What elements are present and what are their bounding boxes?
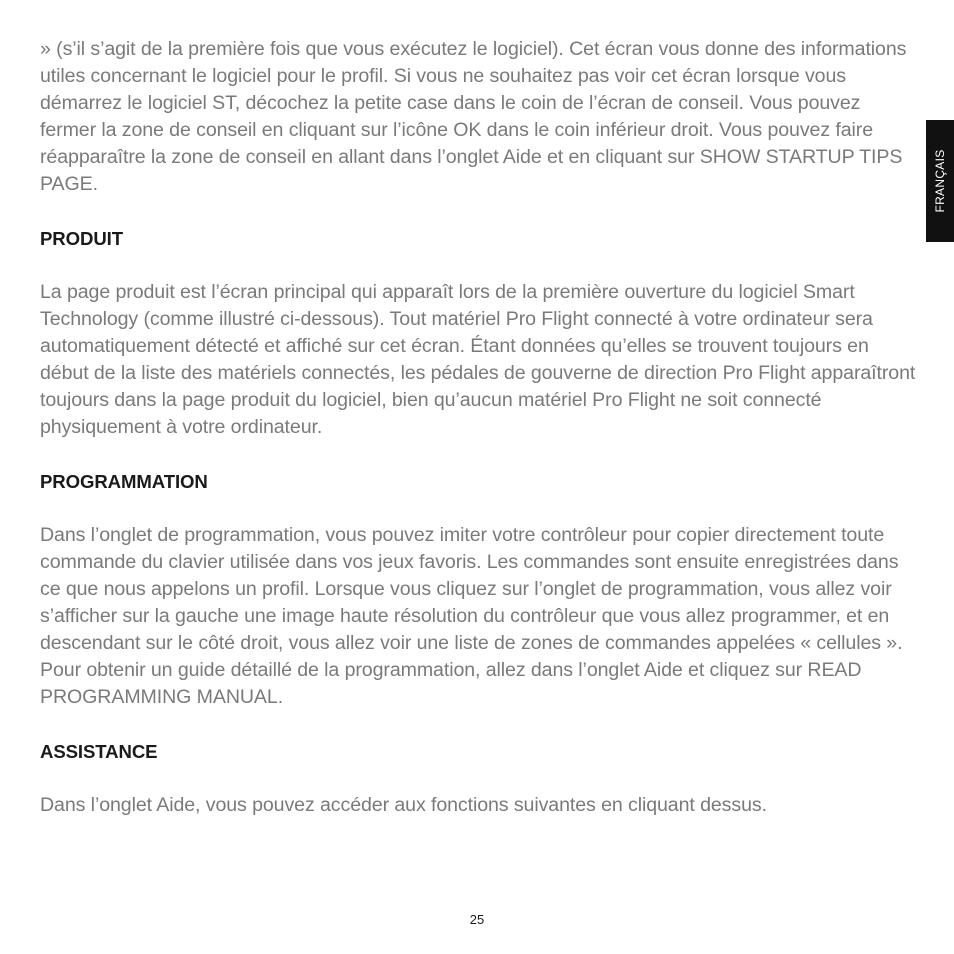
assistance-paragraph: Dans l’onglet Aide, vous pouvez accéder aux fonctions suivantes en cliquant dessus. <box>40 794 767 816</box>
heading-assistance: ASSISTANCE <box>40 741 158 762</box>
heading-produit: PRODUIT <box>40 228 123 249</box>
heading-programmation: PROGRAMMATION <box>40 471 208 492</box>
language-tab-label: FRANÇAIS <box>933 149 947 213</box>
spacer <box>40 252 920 279</box>
spacer <box>40 495 920 522</box>
programmation-paragraph: Dans l’onglet de programmation, vous pouvez imiter votre contrôleur pour copier directement toute commande du clavier utilisée dans vos jeux favoris. Les commandes sont ensuite enregistrées dans ce que nous appelons un profil. Lorsque vous cliquez sur l’onglet de programmation, vous allez voir s’afficher sur la gauche une image haute résolution du contrôleur que vous allez programmer, et en descendant sur le côté droit, vous allez voir une liste de zones de commandes appelées « cellules ». Pour obtenir un guide détaillé de la programmation, allez dans l’onglet Aide et cliquez sur READ PROGRAMMING MANUAL. <box>40 524 903 708</box>
page-number: 25 <box>469 912 485 927</box>
spacer <box>40 441 920 468</box>
intro-paragraph: » (s’il s’agit de la première fois que vous exécutez le logiciel). Cet écran vous donne des informations utiles concernant le logiciel pour le profil. Si vous ne souhaitez pas voir cet écran lorsque vous démarrez le logiciel ST, décochez la petite case dans le coin de l’écran de conseil. Vous pouvez fermer la zone de conseil en cliquant sur l’icône OK dans le coin inférieur droit. Vous pouvez faire réapparaître la zone de conseil en allant dans l’onglet Aide et en cliquant sur SHOW STARTUP TIPS PAGE. <box>40 38 907 195</box>
document-body <box>40 36 920 819</box>
produit-paragraph: La page produit est l’écran principal qui apparaît lors de la première ouverture du logiciel Smart Technology (comme illustré ci-dessous). Tout matériel Pro Flight connecté à votre ordinateur sera automatiquement détecté et affiché sur cet écran. Étant données qu’elles se trouvent toujours en début de la liste des matériels connectés, les pédales de gouverne de direction Pro Flight apparaîtront toujours dans la page produit du logiciel, bien qu’aucun matériel Pro Flight ne soit connecté physiquement à votre ordinateur. <box>40 281 916 438</box>
spacer <box>40 198 920 225</box>
spacer <box>40 765 920 792</box>
spacer <box>40 711 920 738</box>
language-side-tab <box>926 120 954 242</box>
